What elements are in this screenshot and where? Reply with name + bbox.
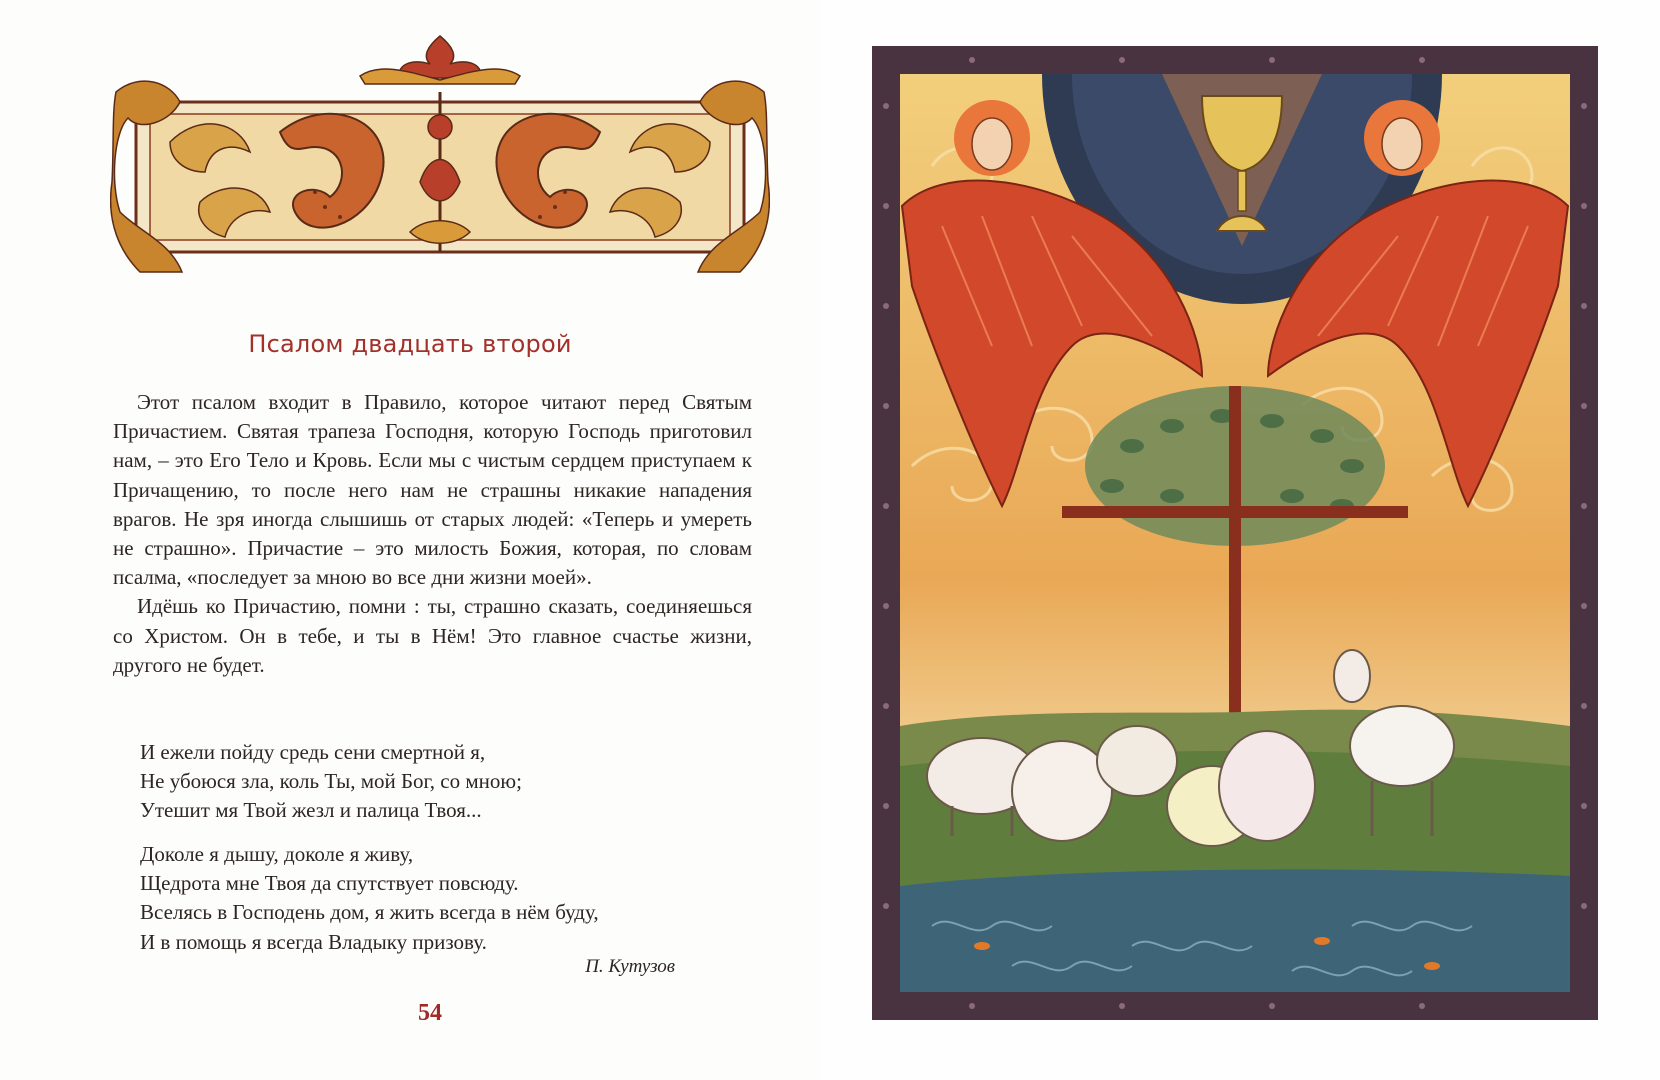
poem-line: Щедрота мне Твоя да спутствует повсюду.	[140, 871, 519, 896]
ornamental-headpiece	[110, 32, 770, 280]
poem-author: П. Кутузов	[585, 956, 675, 977]
page-title: Псалом двадцать второй	[248, 330, 572, 358]
poem-line: Утешит мя Твой жезл и палица Твоя...	[140, 798, 482, 823]
body-text	[113, 388, 752, 680]
poem-stanza-2	[140, 840, 700, 957]
illustration-angels-chalice-sheep	[872, 46, 1598, 1020]
poem-line: Не убоюся зла, коль Ты, мой Бог, со мною;	[140, 769, 522, 794]
left-page	[0, 0, 820, 1080]
poem-line: И в помощь я всегда Владыку призову.	[140, 929, 487, 954]
poem-stanza-1	[140, 738, 700, 826]
page-number: 54	[418, 1000, 442, 1026]
paragraph: Идёшь ко Причастию, помни : ты, страшно сказать, соединяешься со Христом. Он в тебе, и ты в Нём! Это главное счастье жизни, другого не будет.	[113, 594, 752, 677]
poem-line: Вселясь в Господень дом, я жить всегда в нём буду,	[140, 900, 599, 925]
poem-line: И ежели пойду средь сени смертной я,	[140, 740, 486, 764]
poem-line: Доколе я дышу, доколе я живу,	[140, 842, 414, 866]
paragraph: Этот псалом входит в Правило, которое читают перед Святым Причастием. Святая трапеза Господня, которую Господь приготовил нам, – это Его Тело и Кровь. Если мы с чистым сердцем приступаем к Причащению, то после него нам не страшны никакие нападения врагов. Не зря иногда слышишь от старых людей: «Теперь и умереть не страшно». Причастие – это милость Божия, которая, по словам псалма, «последует за мною во все дни жизни моей».	[113, 390, 752, 590]
